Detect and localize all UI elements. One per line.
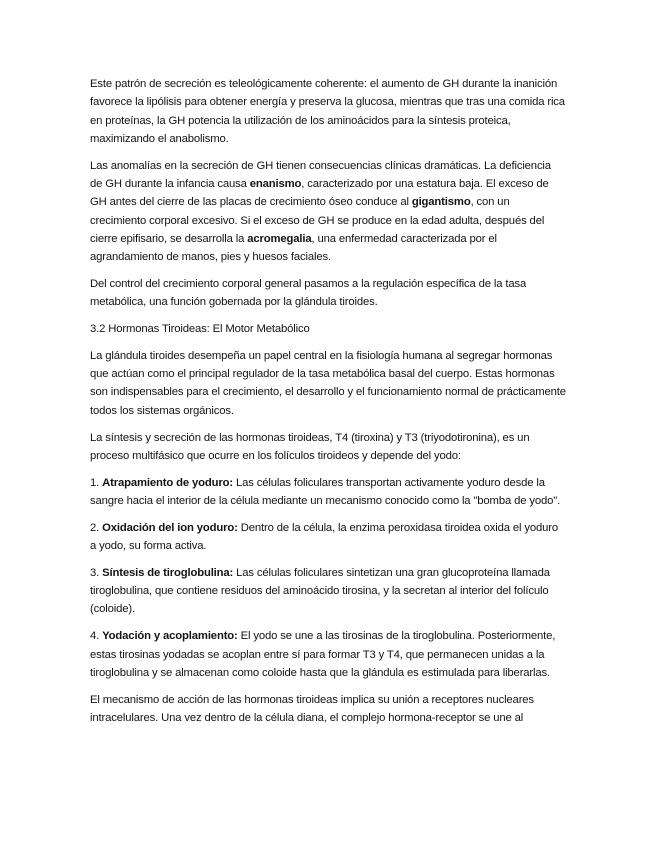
list-item-title: Síntesis de tiroglobulina: — [102, 566, 234, 579]
list-item-title: Atrapamiento de yoduro: — [102, 476, 233, 489]
list-number: 1. — [90, 476, 100, 489]
paragraph-gh-secretion-pattern: Este patrón de secreción es teleológicamente coherente: el aumento de GH durante la inanición favorece la lipólisis para obtener energía y preserva la glucosa, mientras que tras una comida rica en proteínas, la GH potencia la utilización de los aminoácidos para la síntesis proteica, maximizando el anabolismo. — [90, 78, 565, 145]
paragraph-mechanism: El mecanismo de acción de las hormonas tiroideas implica su unión a receptores nucleares intracelulares. Una vez dentro de la célula diana, el complejo hormona-receptor se une al — [90, 693, 534, 724]
paragraph-text: Las anomalías en la secreción de GH tienen consecuencias clínicas dramáticas. La deficiencia de GH durante la infancia causa — [90, 159, 551, 190]
paragraph-transition: Del control del crecimiento corporal general pasamos a la regulación específica de la tasa metabólica, una función gobernada por la glándula tiroides. — [90, 277, 527, 309]
term-gigantismo: gigantismo — [411, 196, 471, 209]
list-item-title: Oxidación del ion yoduro: — [102, 521, 238, 534]
paragraph-text: , caracterizado por una estatura baja. El exceso de GH antes del cierre de las placas de crecimiento óseo conduce al — [90, 177, 549, 209]
list-number: 4. — [90, 630, 100, 643]
paragraph-text: , una enfermedad caracterizada por el agrandamiento de manos, pies y huesos faciales. — [90, 232, 497, 264]
list-item — [90, 627, 566, 682]
paragraph-thyroid-intro: La glándula tiroides desempeña un papel central en la fisiología humana al segregar hormonas que actúan como el principal regulador de la tasa metabólica basal del cuerpo. Estas hormonas son indispensables para el crecimiento, el desarrollo y el funcionamiento normal de prácticamente todos los sistemas orgánicos. — [90, 349, 566, 417]
list-item-text: Las células foliculares transportan activamente yoduro desde la sangre hacia el interior de la célula mediante un mecanismo conocido como la "bomba de yodo". — [90, 476, 561, 507]
list-item-title: Yodación y acoplamiento: — [102, 630, 238, 643]
list-item — [90, 564, 566, 619]
document-page — [90, 75, 566, 736]
section-heading: 3.2 Hormonas Tiroideas: El Motor Metabólico — [90, 323, 310, 336]
term-acromegalia: acromegalia — [247, 232, 312, 245]
list-item-text: El yodo se une a las tirosinas de la tiroglobulina. Posteriormente, estas tirosinas yodadas se acoplan entre sí para formar T3 y T4, que permanecen unidas a la tiroglobulina y se almacenan como coloide hasta que la glándula es estimulada para liberarlas. — [90, 630, 556, 679]
paragraph-thyroid-synthesis: La síntesis y secreción de las hormonas tiroideas, T4 (tiroxina) y T3 (triyodotironina), es un proceso multifásico que ocurre en los folículos tiroideos y depende del yodo: — [90, 431, 530, 462]
list-item-text: Dentro de la célula, la enzima peroxidasa tiroidea oxida el yoduro a yodo, su forma activa. — [90, 521, 558, 553]
list-item — [90, 474, 566, 511]
paragraph-gh-anomalies — [90, 157, 566, 267]
term-enanismo: enanismo — [249, 177, 302, 190]
list-number: 2. — [90, 521, 100, 534]
list-item-text: Las células foliculares sintetizan una gran glucoproteína llamada tiroglobulina, que contiene residuos del aminoácido tirosina, y la secretan al interior del folículo (coloide). — [90, 566, 550, 616]
list-number: 3. — [90, 566, 100, 579]
list-item — [90, 519, 566, 556]
paragraph-text: , con un crecimiento corporal excesivo. Si el exceso de GH se produce en la edad adulta, después del cierre epifisario, se desarrolla la — [90, 196, 545, 245]
